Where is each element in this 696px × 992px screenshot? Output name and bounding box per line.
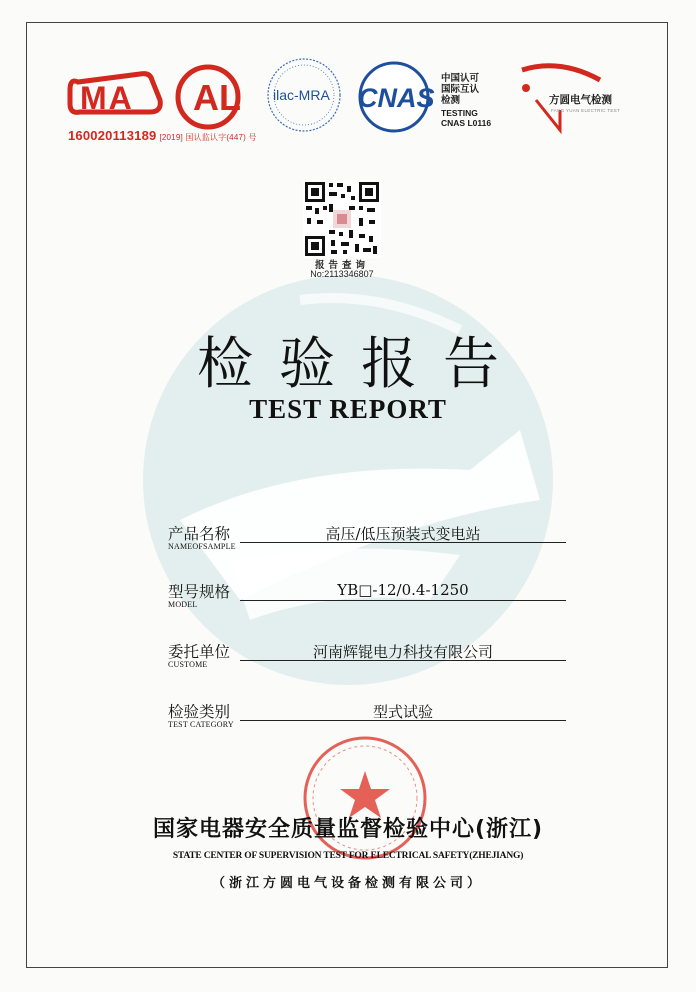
organization-sub: （浙江方圆电气设备检测有限公司） xyxy=(211,876,484,891)
company-logo-en: FANG YUAN ELECTRIC TEST xyxy=(551,108,620,113)
official-seal-icon xyxy=(300,733,430,863)
field-value: 河南辉锟电力科技有限公司 xyxy=(312,643,493,661)
qr-code-icon[interactable] xyxy=(303,180,381,258)
svg-text:ilac-MRA: ilac-MRA xyxy=(273,87,330,103)
field-value: 高压/低压预装式变电站 xyxy=(325,525,481,543)
organization-cn: 国家电器安全质量监督检验中心(浙江) xyxy=(152,817,544,842)
cma-number: 160020113189 [2019] 国认监认字(447) 号 xyxy=(68,128,257,143)
organization-en: STATE CENTER OF SUPERVISION TEST FOR ELECTRICAL SAFETY(ZHEJIANG) xyxy=(172,851,524,861)
svg-text:CNAS: CNAS xyxy=(358,83,435,113)
title-en: TEST REPORT xyxy=(249,394,447,424)
report-number: No:2113346807 xyxy=(310,269,374,279)
ilac-mra-logo-icon xyxy=(268,59,340,131)
svg-text:AL: AL xyxy=(193,77,241,118)
svg-text:MA: MA xyxy=(80,80,134,116)
company-logo-name: 方圆电气检测 xyxy=(549,94,612,106)
field-value: YB□-12/0.4-1250 xyxy=(337,581,469,599)
cnas-cn-text: 中国认可 国际互认 检测 xyxy=(441,73,480,106)
title-cn: 检验报告 xyxy=(197,332,525,397)
field-sample-name: 产品名称 NAMEOFSAMPLE 高压/低压预装式变电站 xyxy=(168,522,568,562)
cnas-en-text: TESTING CNAS L0116 xyxy=(441,108,492,128)
cal-logo-icon xyxy=(178,67,241,127)
field-model: 型号规格 MODEL YB□-12/0.4-1250 xyxy=(168,580,568,620)
cma-logo-icon xyxy=(70,74,160,116)
field-test-category: 检验类别 TEST CATEGORY 型式试验 xyxy=(168,700,568,740)
field-value: 型式试验 xyxy=(372,703,433,721)
cnas-logo-icon xyxy=(358,63,435,131)
field-customer: 委托单位 CUSTOME 河南辉锟电力科技有限公司 xyxy=(168,640,568,680)
qr-label: 报告查询 xyxy=(314,260,369,271)
